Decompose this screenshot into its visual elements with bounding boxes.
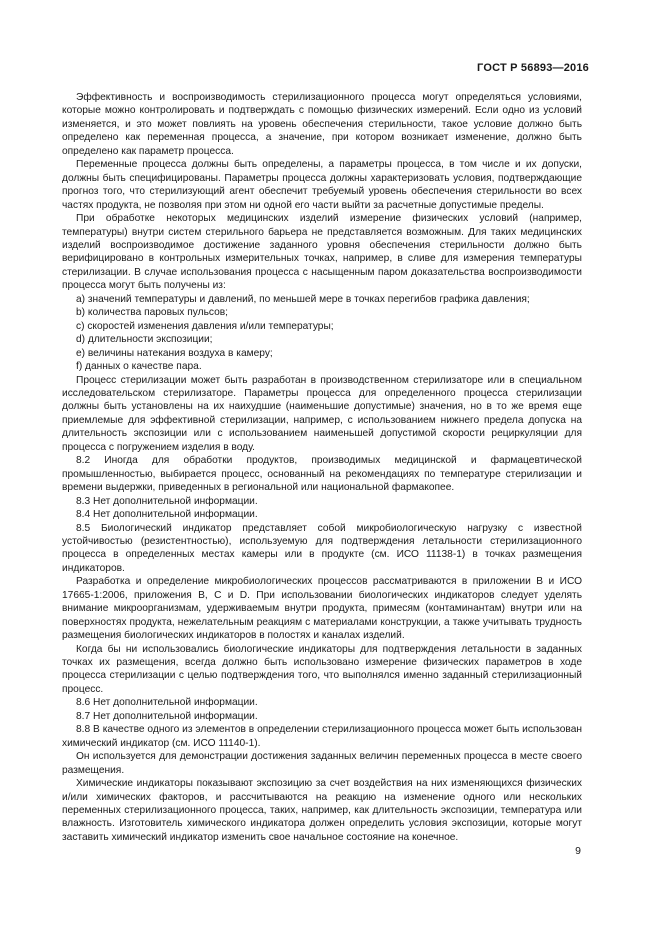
paragraph: Процесс стерилизации может быть разработан в производственном стерилизаторе или в специальном исследовательском стерилизаторе. Параметры процесса для определенного процесса стерилизации должны быть установлены на их наихудшие (наименьшие допустимые) значения, но в то же время еще приемлемые для эффективной стерилизации, например, с использованием нижнего предела допуска на длительность экспозиции или с использованием наименьшей допустимой скорости рециркуляции для процесса с погружением изделия в воду. xyxy=(62,374,582,453)
paragraph: Разработка и определение микробиологических процессов рассматриваются в приложении В и ИСО 17665-1:2006, приложения В, С и D. При использовании биологических индикаторов следует уделять внимание микроорганизмам, удерживаемым внутри продукта, примесям (контаминантам) внутри или на поверхностях продукта, нежелательным реакциям с материалами конструкции, а также учитывать трудность размещения биологических индикаторов в полостях и каналах изделий. xyxy=(62,576,582,642)
list-item: а) значений температуры и давлений, по меньшей мере в точках перегибов графика давления; xyxy=(76,293,530,305)
section-8-7: 8.7 Нет дополнительной информации. xyxy=(76,710,258,722)
section-8-4: 8.4 Нет дополнительной информации. xyxy=(76,509,258,521)
list-item: d) длительности экспозиции; xyxy=(76,334,213,346)
paragraph: При обработке некоторых медицинских изделий измерение физических условий (например, температуры) внутри систем стерильного барьера не представляется возможным. Для таких медицинских изделий воспроизводимое достижение заданного уровня обеспечения стерильности должно быть верифицировано в контрольных измерительных точках, например, в сливе для измерения температуры стерилизации. В случае использования процесса с насыщенным паром доказательства воспроизводимости процесса могут быть получены из: xyxy=(62,213,582,292)
list-item: c) скоростей изменения давления и/или температуры; xyxy=(76,320,334,332)
section-8-6: 8.6 Нет дополнительной информации. xyxy=(76,697,258,709)
page-number: 9 xyxy=(575,845,581,857)
list-item: b) количества паровых пульсов; xyxy=(76,307,228,319)
document-body xyxy=(62,91,582,844)
paragraph: Он используется для демонстрации достижения заданных величин переменных процесса в месте своего размещения. xyxy=(62,751,582,776)
section-8-8: 8.8 В качестве одного из элементов в определении стерилизационного процесса может быть использован химический индикатор (см. ИСО 11140-1). xyxy=(62,724,582,749)
standard-header: ГОСТ Р 56893—2016 xyxy=(477,62,589,74)
paragraph: Эффективность и воспроизводимость стерилизационного процесса могут определяться условиями, которые можно контролировать и подтверждать с помощью физических измерений. Если одно из условий изменяется, и это может повлиять на уровень обеспечения стерильности, такое условие должно быть определено как переменная процесса, а значение, при котором возникает изменение, должно быть определено как параметр процесса. xyxy=(62,92,582,157)
paragraph: Когда бы ни использовались биологические индикаторы для подтверждения летальности в заданных точках их размещения, всегда должно быть использовано измерение физических параметров в ходе процесса стерилизации с целью подтверждения того, что выполнялся именно заданный стерилизационный процесс. xyxy=(62,643,582,695)
list-item: f) данных о качестве пара. xyxy=(76,361,202,373)
section-8-5: 8.5 Биологический индикатор представляет собой микробиологическую нагрузку с известной устойчивостью (резистентностью), используемую для подтверждения летальности стерилизационного процесса в определенных местах камеры или в продукте (см. ИСО 11138-1) в точках размещения индикаторов. xyxy=(62,522,582,574)
list-item: e) величины натекания воздуха в камеру; xyxy=(76,347,273,359)
paragraph: Химические индикаторы показывают экспозицию за счет воздействия на них изменяющихся физических и/или химических факторов, и рассчитываются на реакцию на изменение одного или нескольких переменных стерилизационного процесса, таких, например, как длительность экспозиции, температура или влажность. Изготовитель химического индикатора должен определить условия экспозиции, которые могут заставить химический индикатор изменить свое начальное состояние на конечное. xyxy=(62,778,582,843)
section-8-2: 8.2 Иногда для обработки продуктов, производимых медицинской и фармацевтической промышленностью, выбирается процесс, основанный на рекомендациях по температуре стерилизации и времени выдержки, приведенных в региональной или национальной фармакопее. xyxy=(62,455,582,494)
paragraph: Переменные процесса должны быть определены, а параметры процесса, в том числе и их допуски, должны быть специфицированы. Параметры процесса должны характеризовать условия, подтверждающие прогноз того, что стерилизующий агент обеспечит требуемый уровень обеспечения стерильности во всех частях продукта, не позволяя при этом ни одной его части выйти за расчетные допустимые пределы. xyxy=(62,159,582,211)
section-8-3: 8.3 Нет дополнительной информации. xyxy=(76,495,258,507)
